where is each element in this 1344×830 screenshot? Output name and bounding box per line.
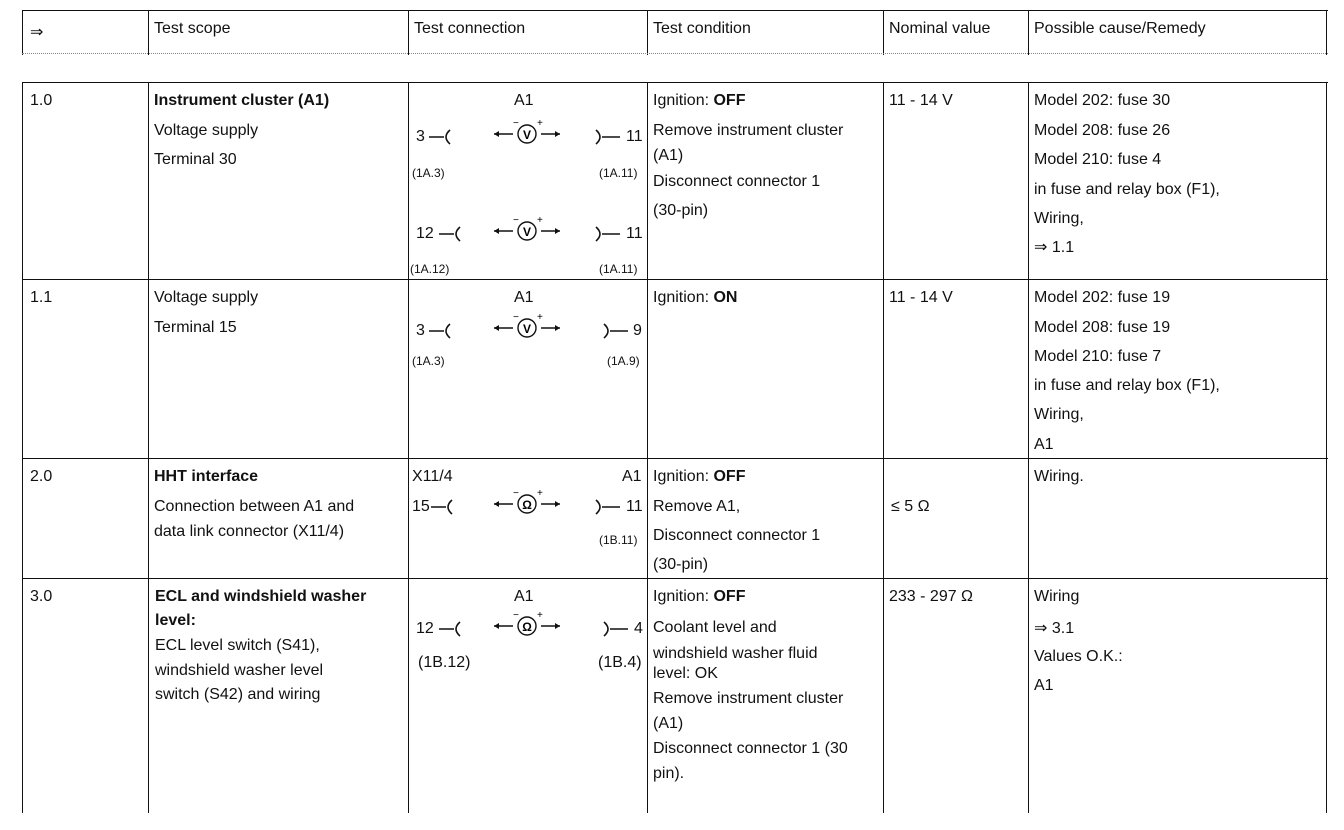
scope-line: switch (S42) and wiring [155,686,321,703]
cause-line: Wiring [1034,588,1080,605]
right-pin: 9 [633,322,642,339]
left-connector-icon [426,125,458,149]
cause-line: Model 208: fuse 19 [1034,319,1171,336]
cause-line: Wiring, [1034,406,1084,423]
cause-line: Model 202: fuse 30 [1034,92,1171,109]
right-ref: (1B.4) [598,654,642,671]
left-pin: 12 [416,225,434,242]
left-component-label: X11/4 [412,468,453,485]
scope-title: ECL and windshield washer [155,588,367,605]
scope-line: Connection between A1 and [154,498,355,515]
right-connector-icon [600,319,632,343]
svg-text:+: + [537,610,543,621]
cause-line: Wiring, [1034,210,1084,227]
condition-line: (30-pin) [653,202,709,219]
cause-line: A1 [1034,436,1054,453]
meter-symbol: V [522,225,532,239]
condition-ignition: Ignition: OFF [653,468,746,485]
cause-line: in fuse and relay box (F1), [1034,181,1220,198]
condition-line: (A1) [653,147,684,164]
left-pin: 15 [412,498,430,515]
meter-symbol: V [522,128,532,142]
left-connector-icon [436,617,468,641]
cause-line: Model 210: fuse 4 [1034,151,1162,168]
cause-line: in fuse and relay box (F1), [1034,377,1220,394]
cause-line: Model 208: fuse 26 [1034,122,1171,139]
nominal-value: 11 - 14 V [889,92,953,109]
header-test-condition: Test condition [653,20,751,37]
right-ref: (1B.11) [599,533,638,547]
right-pin: 11 [626,225,643,242]
component-label: A1 [514,92,534,109]
condition-line: windshield washer fluid [653,645,818,662]
header-possible-cause: Possible cause/Remedy [1034,20,1206,37]
cause-line: Model 210: fuse 7 [1034,348,1162,365]
right-connector-icon [592,125,624,149]
right-ref: (1A.9) [607,354,640,368]
ohmmeter-icon [492,609,562,643]
meter-symbol: Ω [522,498,532,512]
right-connector-icon [592,495,624,519]
nominal-value: 233 - 297 Ω [889,588,974,605]
condition-line: pin). [653,765,685,782]
voltmeter-icon [492,117,562,151]
scope-line: Voltage supply [154,289,259,306]
condition-line: level: OK [653,665,718,682]
nominal-value: ≤ 5 Ω [891,498,930,515]
right-pin: 11 [626,498,643,515]
scope-line: windshield washer level [155,662,324,679]
right-ref: (1A.11) [599,262,638,276]
test-table [22,82,1328,813]
condition-line: Disconnect connector 1 [653,173,821,190]
svg-text:−: − [513,215,519,226]
scope-title: HHT interface [154,468,259,485]
voltmeter-icon [492,214,562,248]
condition-ignition: Ignition: OFF [653,588,746,605]
svg-text:+: + [537,488,543,499]
cause-line: A1 [1034,677,1054,694]
scope-line: Voltage supply [154,122,259,139]
cause-line: Values O.K.: [1034,648,1123,665]
svg-text:+: + [537,312,543,323]
condition-line: Remove instrument cluster [653,690,844,707]
right-ref: (1A.11) [599,166,638,180]
condition-line: Remove instrument cluster [653,122,844,139]
cause-line: ⇒ 3.1 [1034,620,1075,637]
header-test-scope: Test scope [154,20,231,37]
scope-line: data link connector (X11/4) [154,523,345,540]
condition-line: Coolant level and [653,619,777,636]
step-number: 1.1 [30,289,53,306]
svg-text:−: − [513,610,519,621]
header-nominal-value: Nominal value [889,20,991,37]
cause-line: Model 202: fuse 19 [1034,289,1171,306]
step-number: 1.0 [30,92,53,109]
right-pin: 11 [626,128,643,145]
svg-text:+: + [537,118,543,129]
condition-ignition: Ignition: OFF [653,92,746,109]
component-label: A1 [514,289,534,306]
condition-line: (30-pin) [653,556,709,573]
nominal-value: 11 - 14 V [889,289,953,306]
step-number: 3.0 [30,588,53,605]
scope-line: ECL level switch (S41), [155,637,320,654]
svg-text:−: − [513,118,519,129]
condition-line: Remove A1, [653,498,741,515]
component-label: A1 [514,588,534,605]
scope-title: Instrument cluster (A1) [154,92,330,109]
left-connector-icon [428,495,460,519]
scope-title: level: [155,612,196,629]
left-pin: 12 [416,620,434,637]
voltmeter-icon [492,311,562,345]
table-header [22,10,1328,55]
condition-line: (A1) [653,715,684,732]
cause-line: ⇒ 1.1 [1034,239,1075,256]
scope-line: Terminal 15 [154,319,237,336]
meter-symbol: Ω [522,620,532,634]
svg-text:−: − [513,312,519,323]
condition-line: Disconnect connector 1 [653,527,821,544]
meter-symbol: V [522,322,532,336]
condition-line: Disconnect connector 1 (30 [653,740,848,757]
header-test-connection: Test connection [414,20,526,37]
svg-text:+: + [537,215,543,226]
right-pin: 4 [634,620,643,637]
header-arrow: ⇒ [30,24,44,41]
left-pin: 3 [416,128,425,145]
condition-ignition: Ignition: ON [653,289,738,306]
right-component-label: A1 [622,468,642,485]
left-ref: (1A.3) [412,354,445,368]
left-ref: (1A.12) [410,262,450,276]
right-connector-icon [600,617,632,641]
left-ref: (1B.12) [418,654,471,671]
left-pin: 3 [416,322,425,339]
left-connector-icon [436,222,468,246]
scope-line: Terminal 30 [154,151,237,168]
left-connector-icon [426,319,458,343]
step-number: 2.0 [30,468,53,485]
ohmmeter-icon [492,487,562,521]
cause-line: Wiring. [1034,468,1084,485]
left-ref: (1A.3) [412,166,445,180]
svg-text:−: − [513,488,519,499]
right-connector-icon [592,222,624,246]
